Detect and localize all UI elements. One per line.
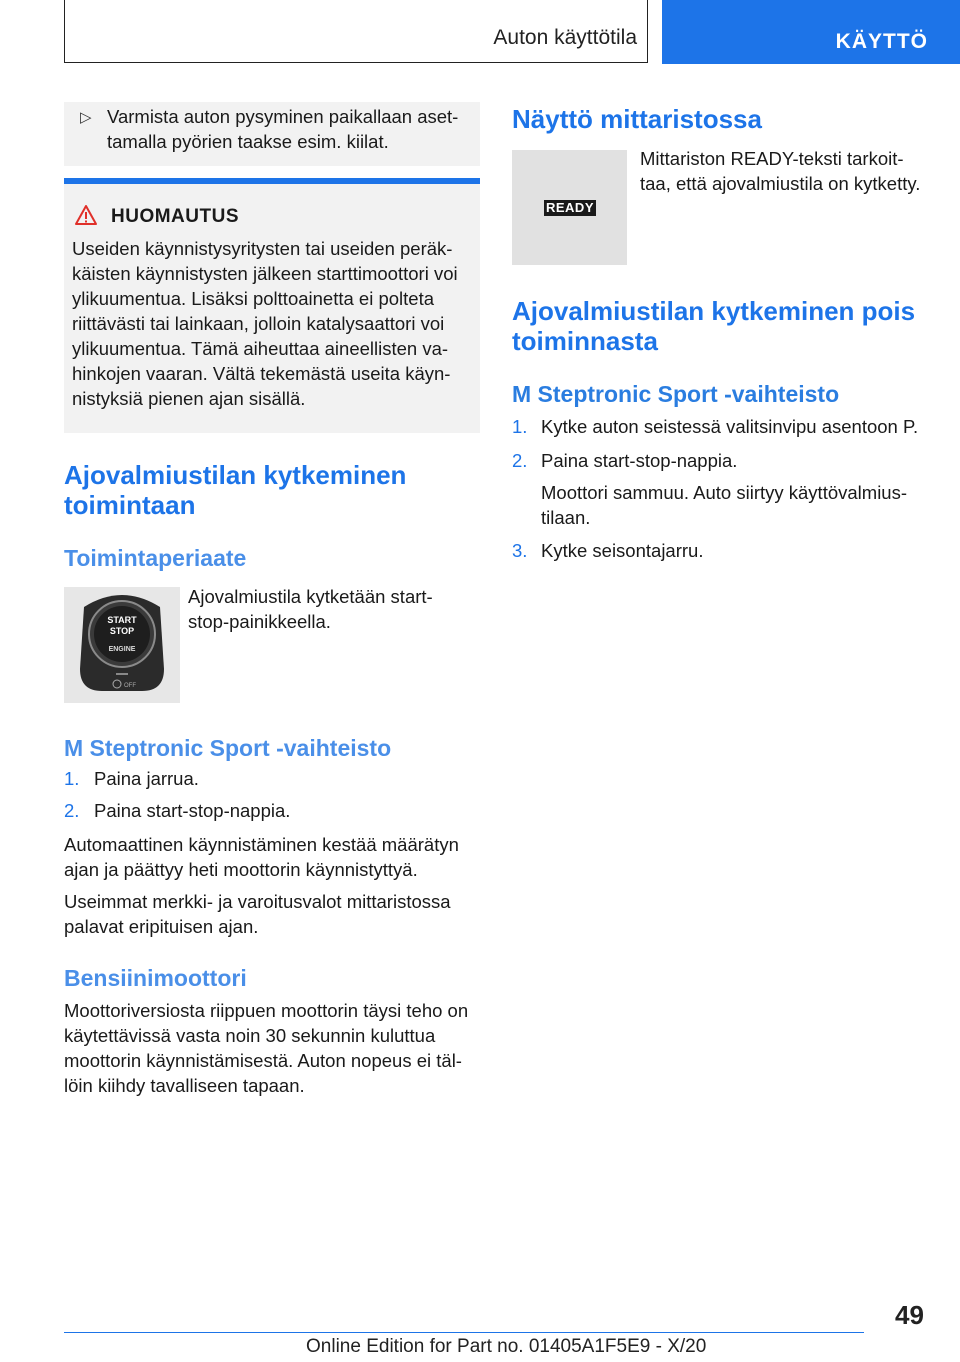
- list-item: [64, 766, 474, 791]
- ready-indicator: READY: [545, 200, 594, 215]
- steps-list-left: [64, 766, 474, 823]
- button-label-start: START: [107, 615, 137, 625]
- button-label-off: OFF: [124, 683, 136, 689]
- heading-principle: Toimintaperiaate: [64, 545, 247, 571]
- heading-steptronic-right: M Steptronic Sport -vaihteisto: [512, 381, 840, 407]
- list-item-text: Paina start-stop-nappia.: [541, 450, 738, 471]
- footer-divider: [64, 1332, 864, 1333]
- tip-arrow-icon: ▷: [80, 109, 92, 126]
- heading-petrol-engine: Bensiinimoottori: [64, 965, 247, 991]
- list-item: [64, 798, 474, 823]
- list-item-number: 1.: [64, 768, 80, 789]
- cluster-display-text: Mittariston READY-teksti tarkoit-taa, että ajovalmiustila on kytketty.: [640, 148, 921, 194]
- list-item-number: 2.: [64, 800, 80, 821]
- warning-triangle-icon: [74, 204, 98, 226]
- start-stop-button-image: [64, 587, 180, 703]
- list-item-text: Paina start-stop-nappia.: [94, 800, 291, 821]
- notice-title: HUOMAUTUS: [111, 206, 239, 227]
- step-note: Moottori sammuu. Auto siirtyy käyttövalmius-tilaan.: [541, 482, 907, 528]
- tip-text: Varmista auton pysyminen paikallaan aset-tamalla pyörien taakse esim. kiilat.: [107, 106, 459, 152]
- paragraph-warning-lights: Useimmat merkki- ja varoitusvalot mittaristossa palavat eripituisen ajan.: [64, 891, 451, 937]
- list-item: [512, 538, 927, 563]
- list-item-text: Paina jarrua.: [94, 768, 199, 789]
- header-section-title: Auton käyttötila: [493, 26, 637, 49]
- heading-steptronic-left: M Steptronic Sport -vaihteisto: [64, 735, 392, 761]
- notice-body: Useiden käynnistysyritysten tai useiden peräk-käisten käynnistysten jälkeen starttimoottori voi ylikuumentua. Lisäksi polttoainetta ei polteta riittävästi tai lainkaan, jolloin katalysaattori voi ylikuumentua. Tämä aiheuttaa aineellisten va-hinkojen vaaran. Vältä tekemästä useita käyn-nistyksiä pienen ajan sisällä.: [72, 238, 458, 409]
- list-item-number: 2.: [512, 450, 528, 471]
- paragraph-auto-start: Automaattinen käynnistäminen kestää määrätyn ajan ja päättyy heti moottorin käynnistyttyä.: [64, 834, 459, 880]
- steps-list-right: [512, 414, 927, 563]
- ready-display-image: [512, 150, 627, 265]
- list-item-number: 3.: [512, 540, 528, 561]
- heading-cluster-display: Näyttö mittaristossa: [512, 104, 762, 134]
- button-label-engine: ENGINE: [108, 646, 136, 653]
- header-chapter-tab: KÄYTTÖ: [662, 0, 960, 64]
- footer-edition-text: Online Edition for Part no. 01405A1F5E9 - X/20: [306, 1336, 707, 1357]
- principle-text: Ajovalmiustila kytketään start-stop-painikkeella.: [188, 586, 433, 632]
- heading-start-ready: Ajovalmiustilan kytkeminen toimintaan: [64, 460, 407, 520]
- header-section-box: [64, 0, 648, 63]
- list-item: [512, 414, 927, 439]
- list-item-number: 1.: [512, 416, 528, 437]
- button-label-stop: STOP: [109, 626, 135, 636]
- page-number: 49: [895, 1300, 924, 1330]
- list-item-text: Kytke auton seistessä valitsinvipu asentoon P.: [541, 416, 919, 437]
- list-item-text: Kytke seisontajarru.: [541, 540, 704, 561]
- list-item: [512, 448, 927, 473]
- paragraph-petrol-engine: Moottoriversiosta riippuen moottorin täysi teho on käytettävissä vasta noin 30 sekunnin kuluttua moottorin käynnistämisestä. Auton nopeus ei täl-löin kiihdy tavalliseen tapaan.: [64, 1000, 469, 1096]
- heading-ready-off: Ajovalmiustilan kytkeminen pois toiminnasta: [512, 296, 916, 356]
